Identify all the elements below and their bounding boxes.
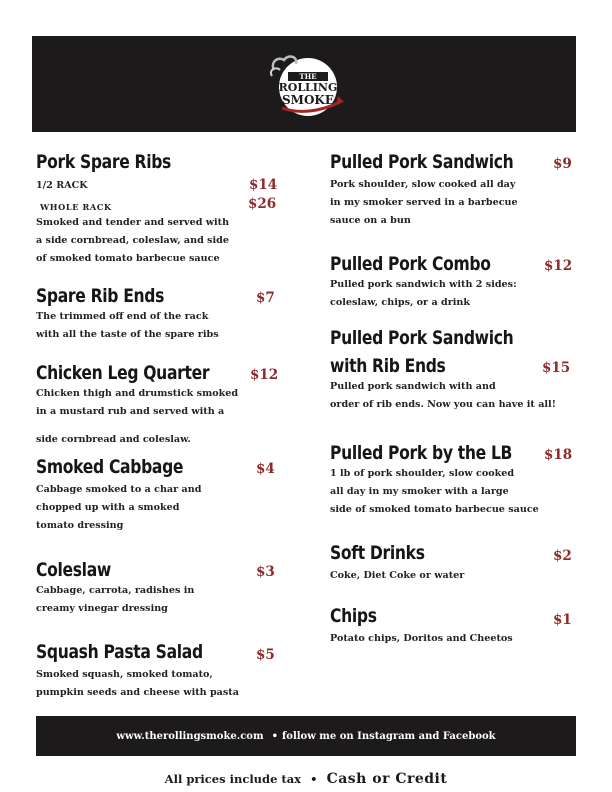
item-name: Chicken Leg Quarter <box>36 362 210 384</box>
item-desc-line: a side cornbread, coleslaw, and side <box>36 235 229 246</box>
option-whole-rack: WHOLE RACK <box>40 202 112 212</box>
menu-item-pork-spare-ribs <box>36 150 278 264</box>
item-desc-line: sauce on a bun <box>330 215 411 226</box>
menu-item-soft-drinks <box>330 541 572 581</box>
item-name: Pulled Pork Sandwich <box>330 151 514 173</box>
item-name: Coleslaw <box>36 559 111 581</box>
menu-item-smoked-cabbage <box>36 455 276 531</box>
item-price: $9 <box>553 156 572 172</box>
item-desc-line: tomato dressing <box>36 520 124 531</box>
item-desc-line: Pork shoulder, slow cooked all day <box>330 179 516 190</box>
item-desc-line: all day in my smoker with a large <box>330 486 509 497</box>
price-whole-rack: $26 <box>248 196 277 212</box>
item-name-line: with Rib Ends <box>330 355 446 377</box>
item-name: Smoked Cabbage <box>36 456 184 478</box>
item-desc-line: Pulled pork sandwich with and <box>330 381 496 392</box>
menu-item-chicken-leg-quarter <box>36 361 279 445</box>
item-desc-line: side cornbread and coleslaw. <box>36 434 191 445</box>
item-desc-line: coleslaw, chips, or a drink <box>330 297 471 308</box>
item-desc-line: in my smoker served in a barbecue <box>330 197 518 208</box>
menu-item-chips <box>330 604 572 644</box>
item-desc-line: order of rib ends. Now you can have it all! <box>330 399 556 410</box>
svg-text:ROLLING: ROLLING <box>278 81 338 94</box>
menu-item-pulled-pork-sandwich-rib-ends <box>330 326 600 410</box>
item-desc-line: The trimmed off end of the rack <box>36 311 209 322</box>
item-desc-line: chopped up with a smoked <box>36 502 180 513</box>
item-desc-line: Smoked and tender and served with <box>36 217 230 228</box>
item-price: $7 <box>256 290 275 306</box>
item-price: $1 <box>553 612 572 628</box>
price-half-rack: $14 <box>249 177 278 193</box>
item-price: $12 <box>250 367 279 383</box>
menu-item-pulled-pork-sandwich <box>330 150 572 226</box>
bullet-separator: • <box>310 772 318 786</box>
item-price: $4 <box>256 461 275 477</box>
item-desc-line: with all the taste of the spare ribs <box>36 329 219 340</box>
item-desc-line: Cabbage smoked to a char and <box>36 484 202 495</box>
item-desc-line: Pulled pork sandwich with 2 sides: <box>330 279 517 290</box>
menu-item-pulled-pork-by-lb <box>330 441 590 515</box>
social-text: follow me on Instagram and Facebook <box>281 730 496 742</box>
footer-bar <box>36 716 576 756</box>
svg-text:SMOKE: SMOKE <box>282 93 334 107</box>
item-name: Spare Rib Ends <box>36 285 165 307</box>
item-name-line: Pulled Pork Sandwich <box>330 327 514 349</box>
item-name: Chips <box>330 605 377 627</box>
tax-line <box>0 768 612 787</box>
item-desc-line: pumpkin seeds and cheese with pasta <box>36 687 239 698</box>
item-desc-line: in a mustard rub and served with a <box>36 406 225 417</box>
item-price: $2 <box>553 548 572 564</box>
menu-item-spare-rib-ends <box>36 284 276 340</box>
item-name: Pulled Pork by the LB <box>330 442 513 464</box>
item-desc-line: 1 lb of pork shoulder, slow cooked <box>330 468 515 479</box>
item-name: Pork Spare Ribs <box>36 151 172 173</box>
menu-item-squash-pasta-salad <box>36 640 276 698</box>
item-price: $18 <box>544 447 573 463</box>
item-desc-line: side of smoked tomato barbecue sauce <box>330 504 539 515</box>
website-link[interactable]: www.therollingsmoke.com <box>116 730 264 742</box>
item-price: $5 <box>256 647 275 663</box>
item-desc-line: Chicken thigh and drumstick smoked <box>36 388 239 399</box>
item-desc-line: Coke, Diet Coke or water <box>330 570 465 581</box>
tax-note: All prices include tax <box>164 772 302 786</box>
menu-item-coleslaw <box>36 558 276 614</box>
item-price: $15 <box>542 360 571 376</box>
rolling-smoke-logo <box>268 52 346 118</box>
svg-text:THE: THE <box>299 72 317 81</box>
payment-note: Cash or Credit <box>326 771 448 787</box>
item-desc-line: Cabbage, carrota, radishes in <box>36 585 195 596</box>
menu-item-pulled-pork-combo <box>330 252 573 308</box>
option-half-rack: 1/2 RACK <box>36 180 88 191</box>
item-price: $3 <box>256 564 275 580</box>
bullet-separator: • <box>271 730 278 742</box>
item-desc-line: creamy vinegar dressing <box>36 603 168 614</box>
item-desc-line: Potato chips, Doritos and Cheetos <box>330 633 513 644</box>
item-desc-line: Smoked squash, smoked tomato, <box>36 669 213 680</box>
item-name: Pulled Pork Combo <box>330 253 491 275</box>
item-name: Squash Pasta Salad <box>36 641 203 663</box>
item-name: Soft Drinks <box>330 542 425 564</box>
item-price: $12 <box>544 258 573 274</box>
item-desc-line: of smoked tomato barbecue sauce <box>36 253 220 264</box>
